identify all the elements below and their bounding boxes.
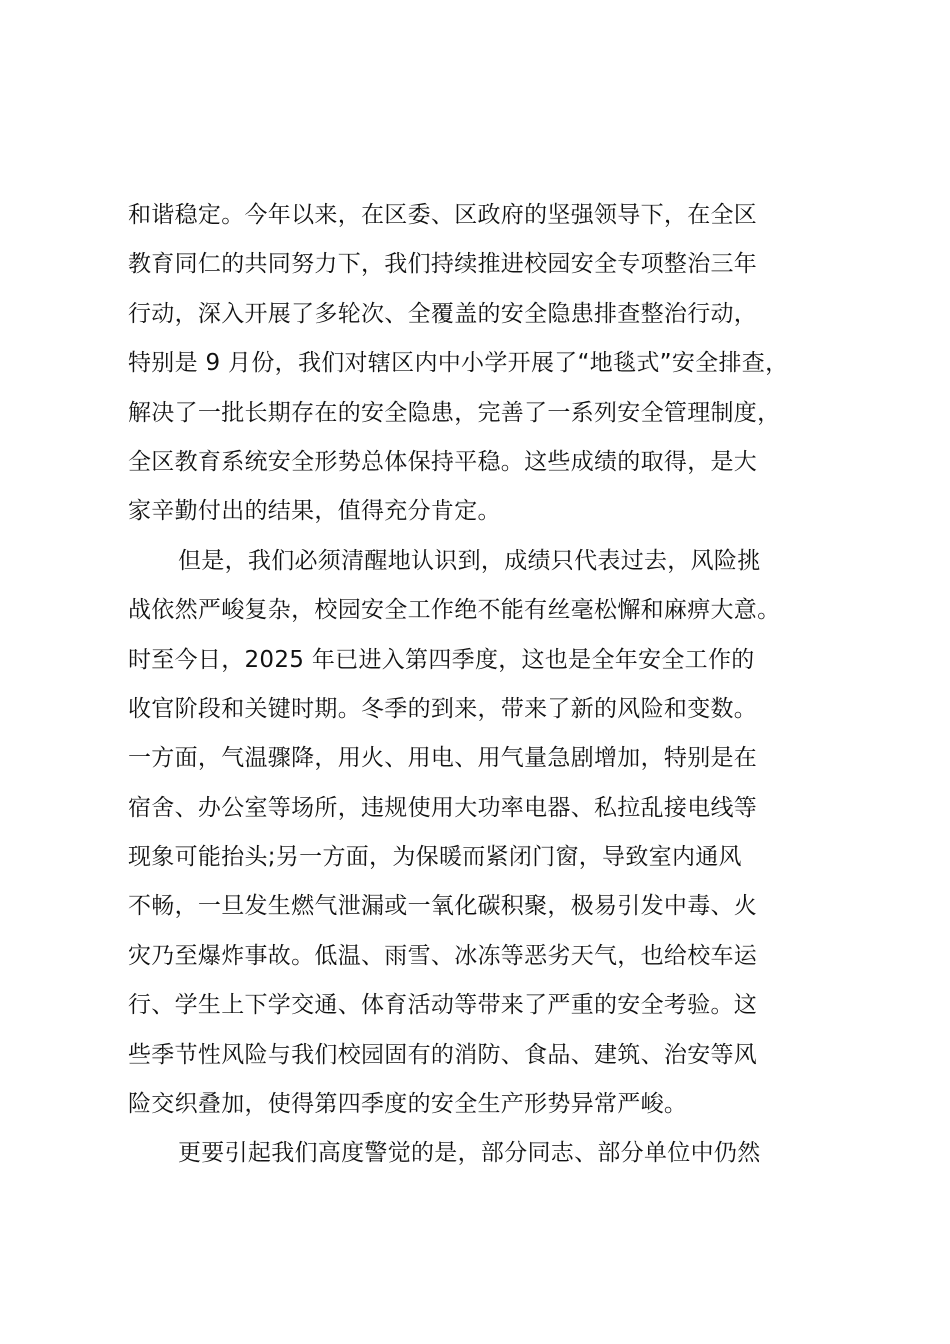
text-line: 行、学生上下学交通、体育活动等带来了严重的安全考验。这 [128,992,758,1019]
text-line: 教育同仁的共同努力下，我们持续推进校园安全专项整治三年 [128,251,758,278]
text-line: 险交织叠加，使得第四季度的安全生产形势异常严峻。 [128,1091,688,1118]
text-line: 不畅，一旦发生燃气泄漏或一氧化碳积聚，极易引发中毒、火 [128,893,758,920]
text-line: 战依然严峻复杂，校园安全工作绝不能有丝毫松懈和麻痹大意。 [128,597,781,624]
text-line: 时至今日，2025 年已进入第四季度，这也是全年安全工作的 [128,646,755,673]
text-line: 家辛勤付出的结果，值得充分肯定。 [128,498,501,525]
text-line: 收官阶段和关键时期。冬季的到来，带来了新的风险和变数。 [128,695,758,722]
body-text [128,191,848,1179]
text-line: 宿舍、办公室等场所，违规使用大功率电器、私拉乱接电线等 [128,794,758,821]
text-line: 现象可能抬头;另一方面，为保暖而紧闭门窗，导致室内通风 [128,844,742,871]
text-line: 行动，深入开展了多轮次、全覆盖的安全隐患排查整治行动， [128,300,758,327]
text-line: 全区教育系统安全形势总体保持平稳。这些成绩的取得，是大 [128,448,758,475]
text-line: 解决了一批长期存在的安全隐患，完善了一系列安全管理制度， [128,399,781,426]
text-line: 灾乃至爆炸事故。低温、雨雪、冰冻等恶劣天气，也给校车运 [128,942,758,969]
text-line: 一方面，气温骤降，用火、用电、用气量急剧增加，特别是在 [128,745,758,772]
paragraph-start-line: 但是，我们必须清醒地认识到，成绩只代表过去，风险挑 [178,547,761,574]
paragraph-start-line: 更要引起我们高度警觉的是，部分同志、部分单位中仍然 [178,1140,761,1167]
text-line: 特别是 9 月份，我们对辖区内中小学开展了“地毯式”安全排查， [128,350,789,377]
text-line: 和谐稳定。今年以来，在区委、区政府的坚强领导下，在全区 [128,202,758,228]
text-line: 些季节性风险与我们校园固有的消防、食品、建筑、治安等风 [128,1041,758,1068]
